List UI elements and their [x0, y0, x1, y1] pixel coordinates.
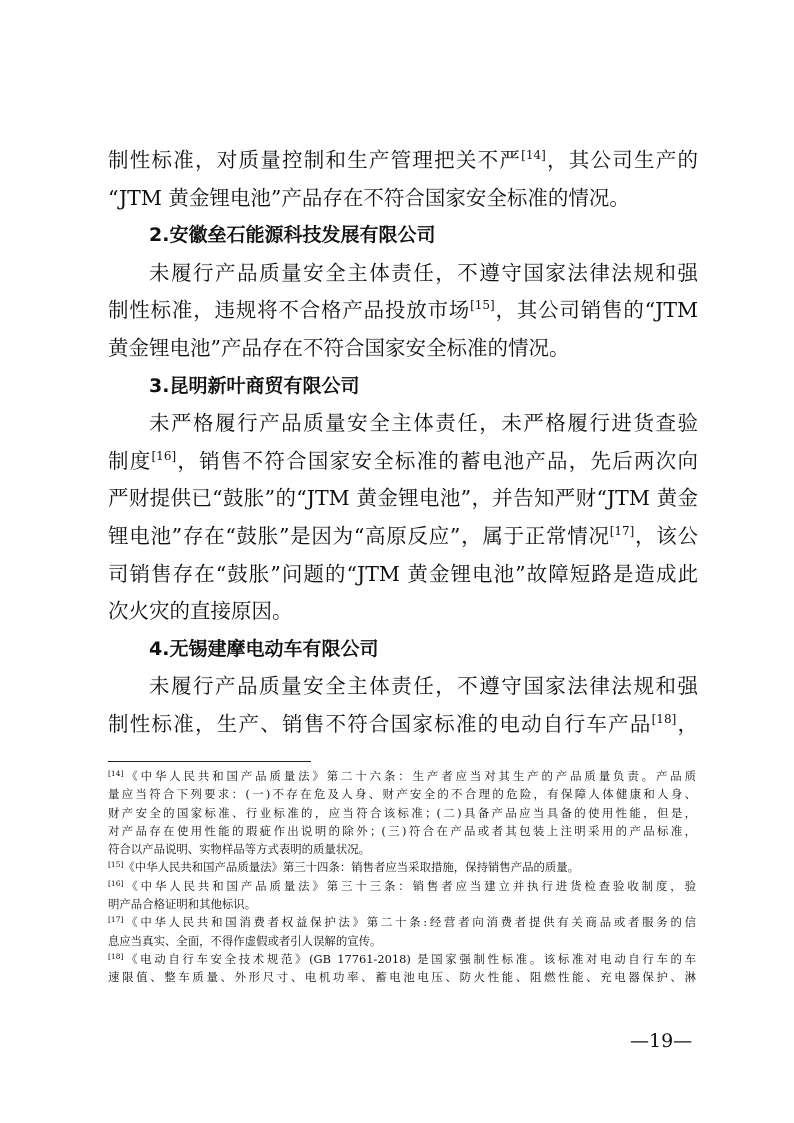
footnote-ref-18[interactable]: [18]	[651, 711, 677, 726]
footnote-line: 速限值、整车质量、外形尺寸、电机功率、蓄电池电压、防火性能、阻燃性能、充电器保护、淋	[108, 970, 696, 985]
section-heading-3: 3.昆明新叶商贸有限公司	[149, 374, 360, 397]
footnote-line: [17]《中华人民共和国消费者权益保护法》第二十条:经营者向消费者提供有关商品或者服务的信	[108, 915, 696, 930]
footnote-separator	[108, 761, 311, 762]
paragraph-line: 司销售存在“鼓胀”问题的“JTM 黄金锂电池”故障短路是造成此	[108, 561, 698, 586]
body-text	[108, 142, 698, 744]
footnote-ref-17[interactable]: [17]	[609, 523, 635, 538]
footnote-marker-14: [14]	[108, 769, 124, 778]
paragraph-line: 制性标准，生产、销售不符合国家标准的电动自行车产品[18]，	[108, 711, 698, 736]
section-heading-2: 2.安徽垒石能源科技发展有限公司	[149, 224, 436, 247]
footnote-line: [14]《中华人民共和国产品质量法》第二十六条：生产者应当对其生产的产品质量负责。产品质	[108, 769, 696, 783]
footnote-line: 明产品合格证明和其他标识。	[108, 897, 257, 912]
paragraph-line: 未严格履行产品质量安全主体责任，未严格履行进货查验	[149, 411, 698, 436]
paragraph-line: 制性标准，违规将不合格产品投放市场[15]，其公司销售的“JTM	[108, 298, 698, 323]
paragraph-line: 黄金锂电池”产品存在不符合国家安全标准的情况。	[108, 335, 570, 360]
footnote-line: 息应当真实、全面，不得作虚假或者引人误解的宣传。	[108, 933, 382, 948]
footnote-marker-15: [15]	[108, 860, 124, 870]
footnote-line: 符合以产品说明、实物样品等方式表明的质量状况。	[108, 842, 370, 857]
paragraph-line: 未履行产品质量安全主体责任，不遵守国家法律法规和强	[149, 674, 698, 699]
footnote-ref-16[interactable]: [16]	[151, 448, 177, 463]
section-heading-4: 4.无锡建摩电动车有限公司	[149, 637, 379, 660]
paragraph-line: 严财提供已“鼓胀”的“JTM 黄金锂电池”，并告知严财“JTM 黄金	[108, 486, 698, 511]
paragraph-line: 次火灾的直接原因。	[108, 599, 293, 624]
paragraph-line: 未履行产品质量安全主体责任，不遵守国家法律法规和强	[149, 260, 698, 285]
footnote-marker-17: [17]	[108, 915, 124, 925]
footnotes	[108, 767, 696, 987]
paragraph-line: 制度[16]，销售不符合国家安全标准的蓄电池产品，先后两次向	[108, 448, 698, 473]
footnote-ref-14[interactable]: [14]	[521, 148, 546, 162]
paragraph-line: 制性标准，对质量控制和生产管理把关不严[14]，其公司生产的	[108, 148, 698, 172]
footnote-line: [15]《中华人民共和国产品质量法》第三十四条：销售者应当采取措施，保持销售产品的质量。	[108, 860, 580, 875]
footnote-line: [16]《中华人民共和国产品质量法》第三十三条：销售者应当建立并执行进货检查验收制度，验	[108, 878, 696, 893]
footnote-marker-18: [18]	[108, 951, 124, 961]
paragraph-line: 锂电池”存在“鼓胀”是因为“高原反应”，属于正常情况[17]，该公	[108, 523, 698, 548]
footnote-line: 量应当符合下列要求：(一)不存在危及人身、财产安全的不合理的危险，有保障人体健康和人身、	[108, 787, 696, 802]
footnote-line: 财产安全的国家标准、行业标准的，应当符合该标准；(二)具备产品应当具备的使用性能，但是，	[108, 805, 696, 820]
footnote-marker-16: [16]	[108, 878, 124, 888]
footnote-line: [18]《电动自行车安全技术规范》(GB 17761-2018) 是国家强制性标准。该标准对电动自行车的车	[108, 951, 696, 966]
page-number: —19—	[630, 1030, 693, 1052]
footnote-line: 对产品存在使用性能的瑕疵作出说明的除外；(三)符合在产品或者其包装上注明采用的产品标准，	[108, 823, 696, 838]
paragraph-line: “JTM 黄金锂电池”产品存在不符合国家安全标准的情况。	[108, 185, 630, 210]
footnote-ref-15[interactable]: [15]	[470, 298, 495, 313]
